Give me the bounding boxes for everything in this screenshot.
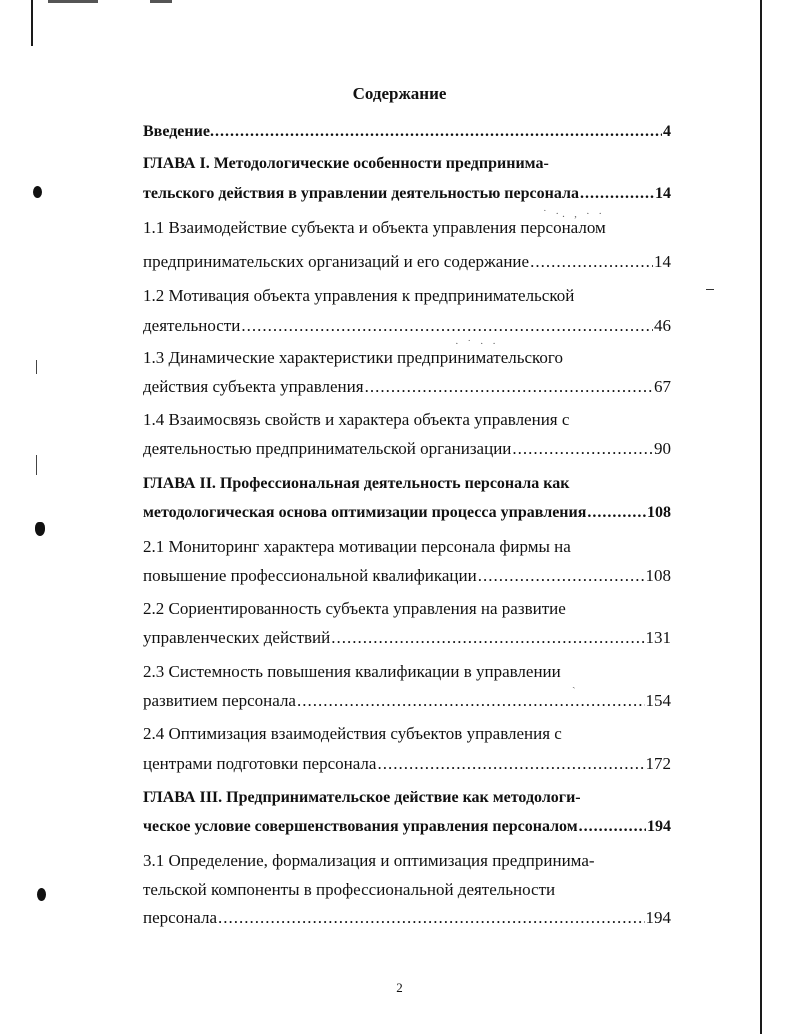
toc-page-number: 4 — [663, 123, 671, 140]
toc-entry-title: предпринимательских организаций и его содержание — [143, 252, 530, 271]
toc-chapter-2-line2 — [143, 503, 671, 523]
toc-leader-dots — [580, 184, 654, 204]
toc-leader-dots — [241, 316, 653, 336]
toc-section-2-1-line2 — [143, 566, 671, 586]
scan-artifact: ˎ — [572, 677, 579, 689]
toc-page-number: 194 — [647, 818, 671, 835]
toc-page-number: 108 — [645, 566, 671, 585]
toc-section-3-1-line1: 3.1 Определение, формализация и оптимизация предпринима- — [143, 851, 595, 870]
toc-page-number: 67 — [654, 377, 671, 396]
toc-leader-dots — [478, 566, 645, 586]
toc-section-2-1-line1: 2.1 Мониторинг характера мотивации персонала фирмы на — [143, 537, 571, 556]
toc-section-1-1-line1: 1.1 Взаимодействие субъекта и объекта управления персоналом — [143, 218, 606, 237]
toc-leader-dots — [579, 817, 646, 837]
toc-entry-title: Введение. — [143, 123, 214, 140]
toc-leader-dots — [512, 439, 653, 459]
toc-entry-title: методологическая основа оптимизации процесса управления — [143, 504, 587, 521]
toc-page-number: 14 — [654, 252, 671, 271]
toc-section-2-4-line1: 2.4 Оптимизация взаимодействия субъектов управления с — [143, 724, 562, 743]
toc-chapter-1-line1: ГЛАВА I. Методологические особенности предпринима- — [143, 155, 549, 172]
toc-leader-dots — [587, 503, 646, 523]
scan-artifact — [36, 360, 37, 374]
toc-page-number: 46 — [654, 316, 671, 335]
toc-section-2-2-line1: 2.2 Сориентированность субъекта управления на развитие — [143, 599, 566, 618]
toc-entry-title: центрами подготовки персонала — [143, 754, 377, 773]
scan-top-mark — [48, 0, 98, 3]
toc-section-1-1-line2 — [143, 252, 671, 272]
scan-artifact — [706, 289, 714, 290]
toc-entry-intro — [143, 122, 671, 142]
toc-page-number: 194 — [645, 908, 671, 927]
toc-entry-title: управленческих действий — [143, 628, 331, 647]
scan-top-mark — [150, 0, 172, 3]
scan-artifact: · ˙ · · — [455, 338, 499, 350]
toc-page-number: 90 — [654, 439, 671, 458]
toc-section-2-4-line2 — [143, 754, 671, 774]
toc-leader-dots — [331, 628, 644, 648]
toc-section-1-2-line1: 1.2 Мотивация объекта управления к предпринимательской — [143, 286, 575, 305]
toc-chapter-3-line1: ГЛАВА III. Предпринимательское действие как методологи- — [143, 789, 581, 806]
binder-hole-mark — [37, 888, 46, 901]
toc-section-1-2-line2 — [143, 316, 671, 336]
toc-section-3-1-line2: тельской компоненты в профессиональной деятельности — [143, 880, 556, 899]
page-number: 2 — [396, 980, 403, 995]
toc-entry-title: тельского действия в управлении деятельностью персонала — [143, 185, 579, 202]
toc-entry-title: действия субъекта управления — [143, 377, 364, 396]
toc-leader-dots — [365, 377, 653, 397]
toc-chapter-1-line2 — [143, 184, 671, 204]
toc-leader-dots — [530, 252, 653, 272]
toc-section-1-3-line1: 1.3 Динамические характеристики предпринимательского — [143, 348, 563, 367]
toc-section-1-3-line2 — [143, 377, 671, 397]
toc-page-number: 172 — [645, 754, 671, 773]
binder-hole-mark — [35, 522, 45, 536]
toc-page-number: 14 — [655, 185, 671, 202]
binder-hole-mark — [33, 186, 42, 198]
toc-page-number: 154 — [645, 691, 671, 710]
toc-leader-dots — [215, 122, 662, 142]
scan-artifact: ˙ ·. ‚ · · — [543, 208, 606, 220]
toc-entry-title: ческое условие совершенствования управления персоналом — [143, 818, 578, 835]
toc-entry-title: повышение профессиональной квалификации — [143, 566, 477, 585]
scan-border-right — [760, 0, 762, 1034]
toc-page-number: 131 — [645, 628, 671, 647]
toc-section-2-3-line2 — [143, 691, 671, 711]
toc-leader-dots — [297, 691, 645, 711]
toc-section-2-2-line2 — [143, 628, 671, 648]
toc-section-1-4-line1: 1.4 Взаимосвязь свойств и характера объекта управления с — [143, 410, 570, 429]
toc-leader-dots — [218, 908, 644, 928]
toc-entry-title: деятельности — [143, 316, 241, 335]
toc-entry-title: развитием персонала — [143, 691, 296, 710]
toc-page-number: 108 — [647, 504, 671, 521]
toc-section-3-1-line3 — [143, 908, 671, 928]
toc-leader-dots — [377, 754, 644, 774]
toc-section-2-3-line1: 2.3 Системность повышения квалификации в управлении — [143, 662, 561, 681]
page-title: Содержание — [352, 84, 447, 103]
toc-chapter-2-line1: ГЛАВА II. Профессиональная деятельность персонала как — [143, 475, 570, 492]
toc-chapter-3-line2 — [143, 817, 671, 837]
toc-section-1-4-line2 — [143, 439, 671, 459]
toc-entry-title: персонала — [143, 908, 218, 927]
scan-border-left — [31, 0, 33, 46]
toc-entry-title: деятельностью предпринимательской организации — [143, 439, 512, 458]
scan-artifact — [36, 455, 37, 475]
